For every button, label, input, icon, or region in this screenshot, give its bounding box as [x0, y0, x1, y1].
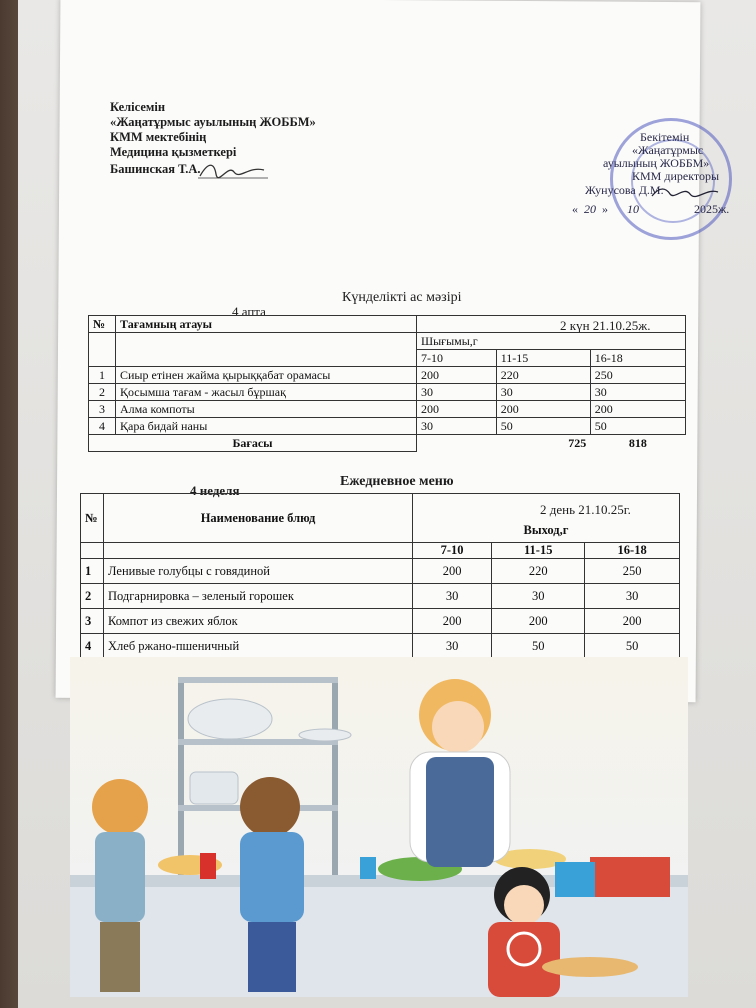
approval-line-2: «Жаңатұрмыс: [632, 143, 704, 157]
approval-date: « 20 » 10 2025ж.: [572, 202, 730, 216]
approval-line-4: КММ директоры: [632, 169, 720, 183]
canteen-illustration: [70, 657, 688, 997]
ru-week: 4 неделя: [190, 483, 240, 498]
kz-age-1: 7-10: [417, 350, 497, 367]
kz-col-no: №: [89, 316, 116, 333]
table-row: 4 Қара бидай наны 30 50 50: [89, 418, 686, 435]
table-row: 1 Сиыр етінен жайма қырыққабат орамасы 200 220 250: [89, 367, 686, 384]
kz-day: 2 күн 21.10.25ж.: [560, 318, 651, 333]
ru-menu-title: Ежедневное меню: [340, 474, 454, 489]
agreement-line-5: Башинская Т.А.: [110, 160, 316, 180]
table-row: 4 Хлеб ржано-пшеничный 30 50 50: [81, 634, 680, 659]
ru-age-3: 16-18: [585, 543, 680, 559]
canteen-scene-image: [70, 657, 688, 997]
table-row: 1 Ленивые голубцы с говядиной 200 220 250: [81, 559, 680, 584]
kz-col-output: Шығымы,г: [417, 333, 686, 350]
agreement-line-1: Келісемін: [110, 100, 166, 114]
table-row: 2 Қосымша тағам - жасыл бұршақ 30 30 30: [89, 384, 686, 401]
approval-title: Бекітемін: [640, 130, 690, 144]
kz-age-2: 11-15: [496, 350, 590, 367]
ru-day: 2 день 21.10.25г.: [540, 502, 631, 517]
agreement-line-2: «Жаңатұрмыс ауылының ЖОББМ»: [110, 115, 316, 129]
kz-price-2: 818: [628, 435, 647, 450]
table-row: 2 Подгарнировка – зеленый горошек 30 30 30: [81, 584, 680, 609]
ru-col-no: №: [81, 494, 104, 543]
approval-line-3: ауылының ЖОББМ»: [603, 156, 710, 170]
kz-age-3: 16-18: [590, 350, 685, 367]
table-row: 3 Алма компоты 200 200 200: [89, 401, 686, 418]
kz-price-label: Бағасы: [89, 435, 417, 452]
kz-menu-title: Күнделікті ас мәзірі: [342, 290, 462, 305]
ru-col-name: Наименование блюд: [104, 494, 413, 543]
ru-age-1: 7-10: [413, 543, 492, 559]
approval-line-5: Жунусова Д.М.: [585, 183, 664, 197]
kz-menu-table: [88, 315, 686, 452]
ru-menu-table: [80, 493, 680, 659]
kz-col-name: Тағамның атауы: [116, 316, 417, 333]
agreement-line-4: Медицина қызметкері: [110, 145, 237, 159]
agreement-block: [110, 100, 316, 180]
kz-price-1: 725: [568, 435, 587, 450]
agreement-line-3: КММ мектебінің: [110, 130, 207, 144]
ru-age-2: 11-15: [492, 543, 585, 559]
kz-week: 4 апта: [232, 304, 266, 319]
ru-col-output: Выход,г: [413, 518, 680, 543]
director-signature-icon: [650, 184, 720, 202]
signature-icon: [198, 160, 268, 180]
table-row: 3 Компот из свежих яблок 200 200 200: [81, 609, 680, 634]
